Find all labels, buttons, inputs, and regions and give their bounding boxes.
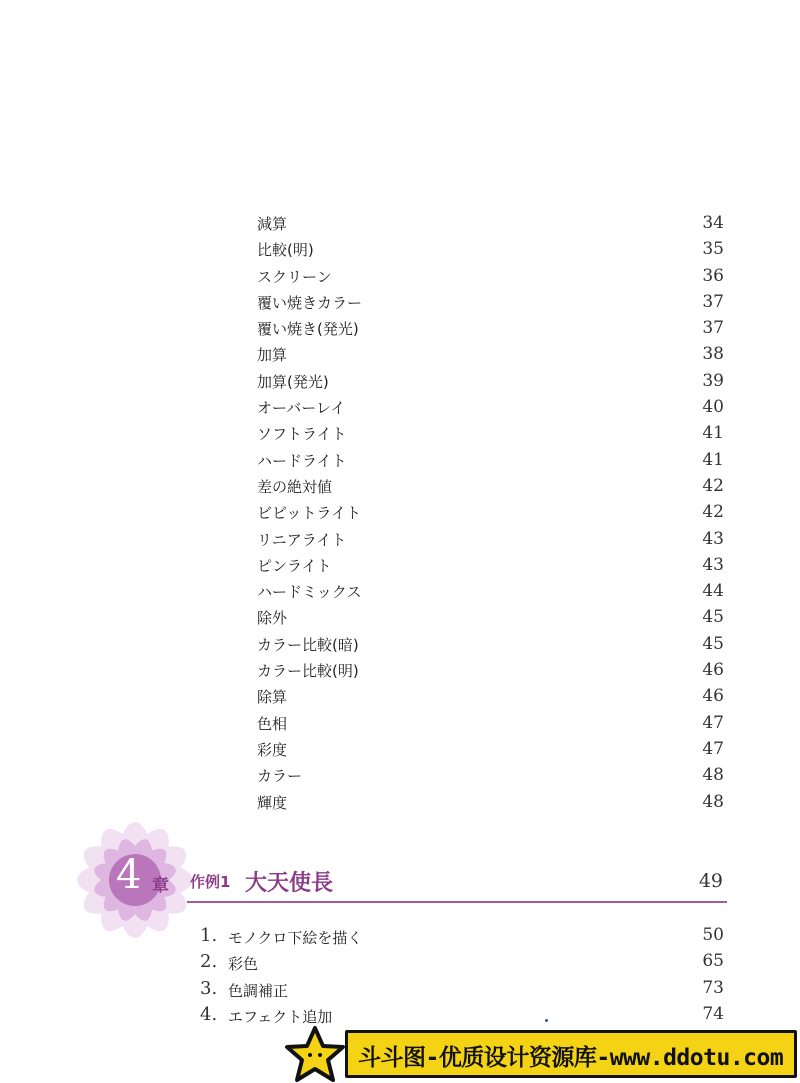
toc-entry-label: カラー比較(明) — [257, 662, 359, 681]
toc-page-number: 47 — [702, 712, 724, 733]
toc-entry-label: ピンライト — [257, 556, 332, 575]
toc-page-number: 36 — [702, 265, 724, 286]
toc-entry-label: 覆い焼き(発光) — [257, 320, 359, 339]
toc-row[interactable] — [0, 341, 800, 367]
toc-entry-label: カラー比較(暗) — [257, 635, 359, 654]
toc-row[interactable] — [0, 736, 800, 762]
toc-page-number: 35 — [702, 239, 724, 260]
section-row[interactable] — [0, 922, 800, 948]
toc-row[interactable] — [0, 657, 800, 683]
toc-row[interactable] — [0, 447, 800, 473]
section-label: 彩色 — [228, 955, 259, 974]
toc-entry-label: ハードミックス — [257, 583, 362, 602]
watermark-text: 斗斗图-优质设计资源库-www.ddotu.com — [358, 1045, 784, 1071]
toc-page-number: 37 — [702, 318, 724, 339]
section-list — [0, 922, 800, 1027]
toc-page-number: 41 — [702, 449, 724, 470]
toc-page-number: 37 — [702, 291, 724, 312]
chapter-example-label: 作例1 — [190, 873, 231, 891]
toc-page-number: 41 — [702, 423, 724, 444]
toc-entry-label: スクリーン — [257, 267, 332, 286]
toc-row[interactable] — [0, 473, 800, 499]
toc-page-number: 42 — [702, 502, 724, 523]
toc-page-number: 42 — [702, 475, 724, 496]
chapter-divider — [187, 901, 727, 903]
toc-row[interactable] — [0, 263, 800, 289]
toc-page-number: 46 — [702, 660, 724, 681]
toc-row[interactable] — [0, 210, 800, 236]
toc-row[interactable] — [0, 236, 800, 262]
toc-page-number: 38 — [702, 344, 724, 365]
toc-page-number: 48 — [702, 791, 724, 812]
toc-page-number: 39 — [702, 370, 724, 391]
section-page-number: 73 — [702, 977, 724, 998]
toc-entry-label: 色相 — [257, 714, 288, 733]
toc-row[interactable] — [0, 499, 800, 525]
toc-page-number: 45 — [702, 607, 724, 628]
toc-entry-label: 除算 — [257, 688, 288, 707]
toc-page-number: 48 — [702, 765, 724, 786]
toc-entry-label: 差の絶対値 — [257, 477, 333, 496]
toc-page-number: 43 — [702, 528, 724, 549]
toc-row[interactable] — [0, 604, 800, 630]
toc-row[interactable] — [0, 552, 800, 578]
section-row[interactable] — [0, 1001, 800, 1027]
toc-list — [0, 210, 800, 815]
toc-page-number: 45 — [702, 633, 724, 654]
chapter-page-number: 49 — [698, 870, 723, 892]
toc-entry-label: オーバーレイ — [257, 399, 346, 418]
section-page-number: 65 — [702, 951, 724, 972]
toc-entry-label: ソフトライト — [257, 425, 347, 444]
toc-entry-label: 減算 — [257, 215, 288, 233]
section-number: 4. — [200, 1003, 218, 1025]
toc-entry-label: リニアライト — [257, 530, 347, 549]
section-label: モノクロ下絵を描く — [228, 929, 363, 947]
toc-page-number: 44 — [702, 581, 724, 602]
toc-entry-label: 加算(発光) — [257, 372, 329, 391]
section-label: エフェクト追加 — [228, 1007, 333, 1026]
toc-row[interactable] — [0, 420, 800, 446]
section-page-number: 50 — [702, 925, 724, 945]
toc-row[interactable] — [0, 631, 800, 657]
watermark-banner[interactable] — [345, 1030, 797, 1078]
section-row[interactable] — [0, 975, 800, 1001]
toc-entry-label: カラー — [257, 767, 303, 786]
toc-page-number: 47 — [702, 738, 724, 759]
chapter-heading[interactable] — [60, 815, 740, 915]
section-row[interactable] — [0, 948, 800, 974]
toc-row[interactable] — [0, 683, 800, 709]
toc-row[interactable] — [0, 526, 800, 552]
toc-entry-label: 加算 — [257, 346, 288, 365]
section-number: 2. — [200, 951, 218, 973]
toc-entry-label: 比較(明) — [257, 241, 314, 260]
section-number: 1. — [200, 925, 218, 946]
toc-entry-label: 除外 — [257, 609, 288, 628]
toc-entry-label: ビビットライト — [257, 504, 361, 523]
star-icon — [283, 1025, 347, 1083]
toc-row[interactable] — [0, 289, 800, 315]
toc-row[interactable] — [0, 578, 800, 604]
toc-page-number: 46 — [702, 686, 724, 707]
section-page-number: 74 — [702, 1003, 724, 1024]
toc-entry-label: 彩度 — [257, 740, 288, 759]
toc-page-number: 34 — [702, 213, 724, 233]
toc-page-number: 40 — [702, 397, 724, 418]
chapter-word: 章 — [152, 876, 169, 896]
chapter-number: 4 — [116, 852, 142, 898]
section-label: 色調補正 — [228, 981, 289, 1000]
toc-row[interactable] — [0, 710, 800, 736]
section-number: 3. — [200, 977, 218, 999]
toc-row[interactable] — [0, 762, 800, 788]
stray-dot — [545, 1019, 548, 1022]
toc-row[interactable] — [0, 368, 800, 394]
toc-page-number: 43 — [702, 554, 724, 575]
toc-entry-label: ハードライト — [257, 451, 347, 470]
toc-entry-label: 輝度 — [257, 793, 288, 812]
chapter-title: 大天使長 — [245, 871, 334, 896]
toc-entry-label: 覆い焼きカラー — [257, 293, 363, 312]
toc-row[interactable] — [0, 394, 800, 420]
toc-row[interactable] — [0, 789, 800, 815]
toc-row[interactable] — [0, 315, 800, 341]
